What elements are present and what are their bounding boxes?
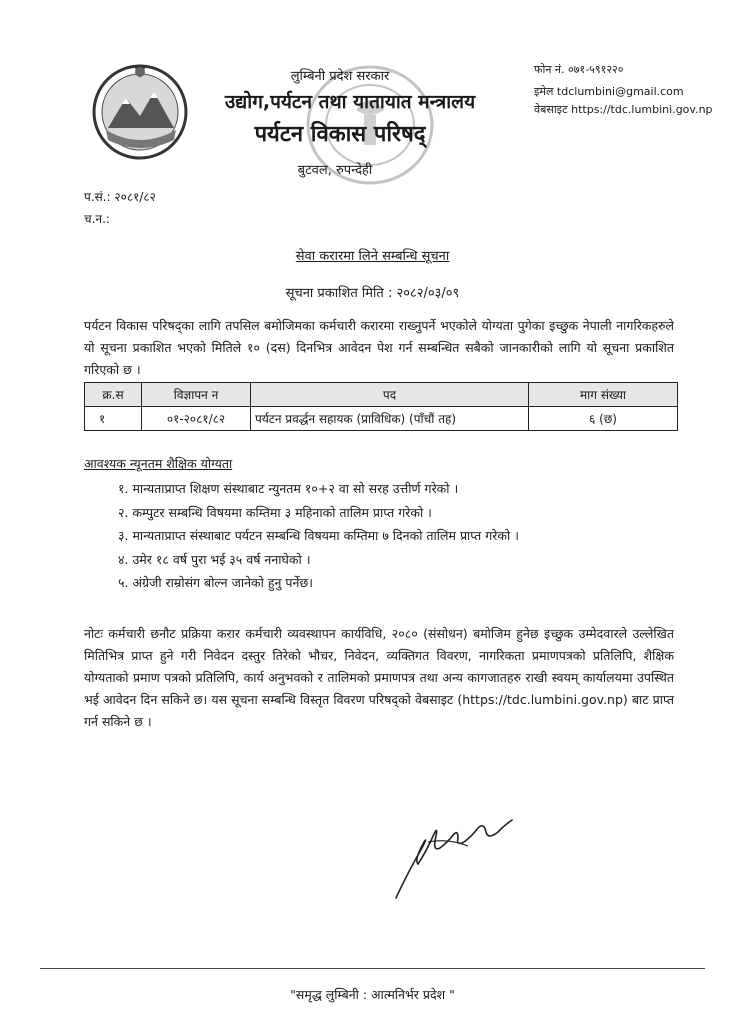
signature [388,812,538,902]
column-header-ad-number: विज्ञापन न [142,383,251,407]
note-paragraph: नोटः कर्मचारी छनौट प्रक्रिया करार कर्मचारी व्यवस्थापन कार्यविधि, २०८० (संसोधन) बमोजिम हुनेछ इच्छुक उम्मेदवारले उल्लेखित मितिभित्र प्राप्त हुने गरी निवेदन दस्तुर तिरेको भौचर, निवेदन, व्यक्तिगत विवरण, नागरिकता प्रमाणपत्रको प्रतिलिपि, शैक्षिक योग्यताको प्रमाण पत्रको प्रतिलिपि, कार्य अनुभवको र तालिमको प्रमाणपत्र तथा अन्य कागजातहरु राखी स्वयम् कार्यालयमा उपस्थित भई आवेदन दिन सकिने छ। यस सूचना सम्बन्धि विस्तृत विवरण परिषद्को वेबसाइट (https://tdc.lumbini.gov.np) बाट प्राप्त गर्न सकिने छ । [84,626,674,729]
list-item: २. कम्पुटर सम्बन्धि विषयमा कम्तिमा ३ महिनाको तालिम प्राप्त गरेको । [118,504,432,520]
list-item: ५. अंग्रेजी राम्रोसंग बोल्न जानेको हुनु पर्नेछ। [118,575,313,590]
column-header-demand: माग संख्या [529,383,678,407]
list-item: १. मान्यताप्राप्त शिक्षण संस्थाबाट न्युनतम १०+२ वा सो सरह उत्तीर्ण गरेको । [118,481,459,496]
cell-sn: १ [85,407,142,431]
office-address: बुटवल, रुपन्देही [297,163,373,178]
qualifications-list [118,478,519,596]
published-date: सूचना प्रकाशित मिति : २०८२/०३/०९ [285,286,460,301]
footer-motto: "समृद्ध लुम्बिनी : आत्मनिर्भर प्रदेश " [290,987,455,1002]
government-name: लुम्बिनी प्रदेश सरकार [290,69,390,84]
contact-phone: फोन नं. ०७१-५९१२२० [534,63,624,76]
cell-position: पर्यटन प्रवर्द्धन सहायक (प्राविधिक) (पाँचौं तह) [251,407,529,431]
notice-intro-paragraph: पर्यटन विकास परिषद्का लागि तपसिल बमोजिमका कर्मचारी करारमा राख्नुपर्ने भएकोले योग्यता पुगेका इच्छुक नेपाली नागरिकहरुले यो सूचना प्रकाशित भएको मितिले १० (दस) दिनभित्र आवेदन पेश गर्न सम्बन्धित सबैको जानकारीको लागि यो सूचना प्रकाशित गरिएको छ । [84,318,674,377]
list-item: ४. उमेर १८ वर्ष पुरा भई ३५ वर्ष ननाघेको । [118,551,311,567]
list-item: ३. मान्यताप्राप्त संस्थाबाट पर्यटन सम्बन्धि विषयमा कम्तिमा ७ दिनको तालिम प्राप्त गरेको । [118,528,519,543]
cell-ad-number: ०१-२०८१/८२ [142,407,251,431]
footer-divider [40,968,705,969]
vacancy-table [84,382,678,431]
letter-reference-number: प.सं.: २०८१/८२ [84,190,156,204]
table-row [85,407,678,431]
contact-email: इमेल tdclumbini@gmail.com [534,85,684,98]
qualifications-title: आवश्यक न्यूनतम शैक्षिक योग्यता [84,456,233,471]
ministry-name: उद्योग,पर्यटन तथा यातायात मन्त्रालय [224,91,476,113]
contact-website: वेबसाइट https://tdc.lumbini.gov.np [534,103,713,116]
council-name: पर्यटन विकास परिषद् [254,122,426,147]
notice-title: सेवा करारमा लिने सम्बन्धि सूचना [295,249,450,264]
column-header-sn: क्र.स [85,383,142,407]
dispatch-number: च.न.: [84,212,110,226]
column-header-position: पद [251,383,529,407]
cell-demand: ६ (छ) [529,407,678,431]
table-header-row [85,383,678,407]
